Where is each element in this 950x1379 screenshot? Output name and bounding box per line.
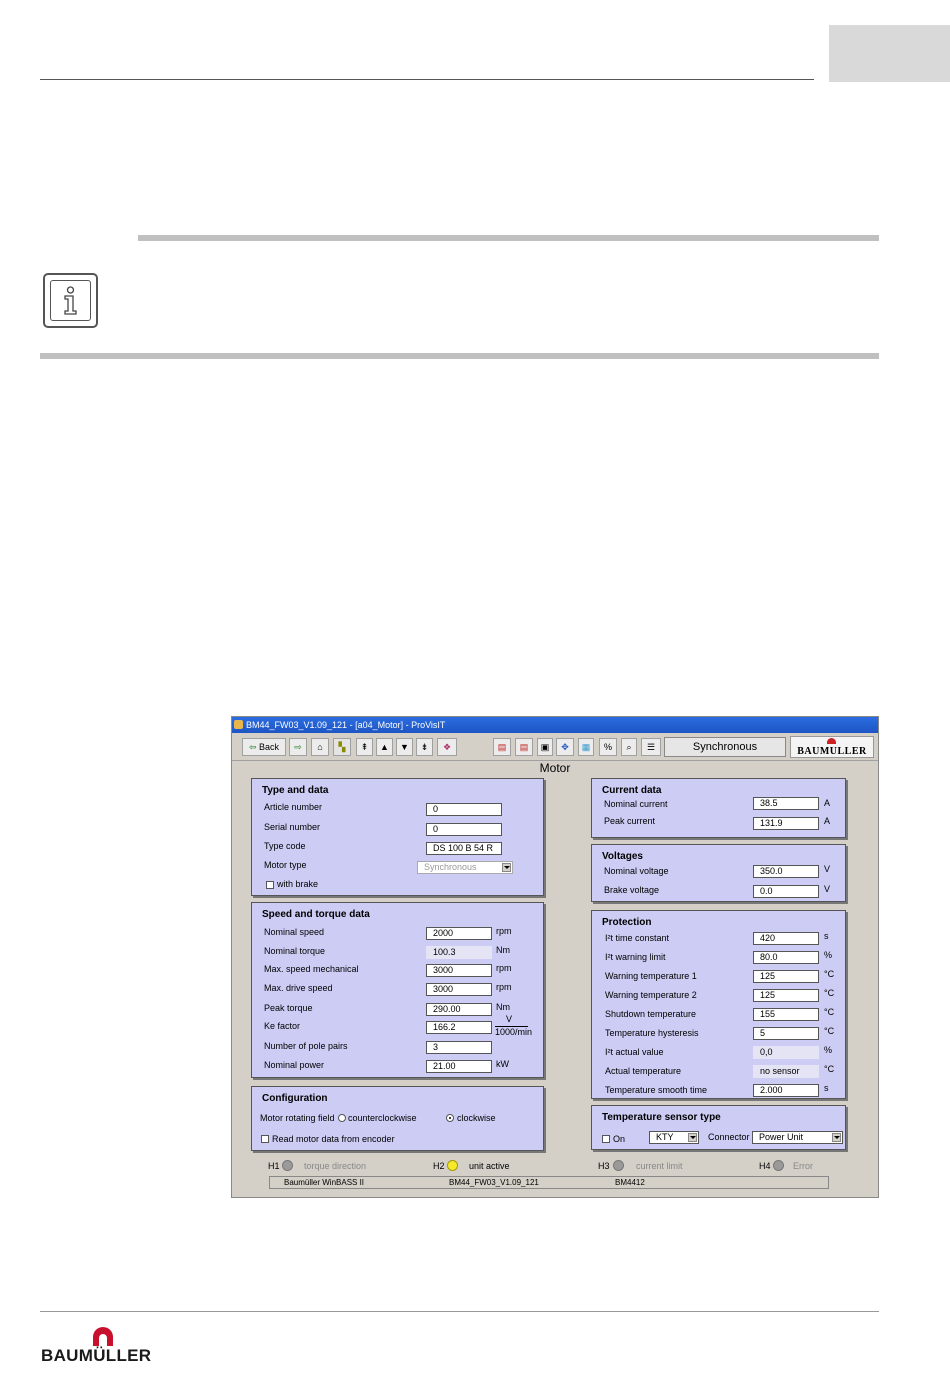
connector-value: Power Unit <box>759 1132 804 1142</box>
protection-row-label: Shutdown temperature <box>605 1009 697 1019</box>
provisit-window <box>231 716 879 1198</box>
io-button[interactable] <box>556 738 574 756</box>
chevron-down-icon <box>688 1133 697 1142</box>
led-h4-indicator <box>773 1160 784 1171</box>
protection-row-label: I²t warning limit <box>605 952 666 962</box>
double-up-icon: ⇞ <box>360 742 369 752</box>
tree-icon: ▚ <box>338 742 346 752</box>
protection-row-label: I²t actual value <box>605 1047 664 1057</box>
unit-label: rpm <box>496 982 512 992</box>
protection-row-field[interactable]: 155 <box>753 1008 819 1021</box>
last-page-button[interactable] <box>416 738 433 756</box>
speed-row-field[interactable]: 166.2 <box>426 1021 492 1034</box>
panel-title: Voltages <box>602 851 643 862</box>
window-titlebar <box>232 717 878 733</box>
tree-button[interactable] <box>333 738 351 756</box>
rotating-field-label: Motor rotating field <box>260 1113 335 1123</box>
unit-label: Nm <box>496 945 510 955</box>
counterclockwise-label: counterclockwise <box>348 1113 417 1123</box>
device-icon: ▣ <box>540 742 550 752</box>
speed-row-field[interactable]: 2000 <box>426 927 492 940</box>
panel-icon: ▤ <box>519 742 529 752</box>
unit-label: s <box>824 931 829 941</box>
read-encoder-label: Read motor data from encoder <box>272 1134 395 1144</box>
connector-label: Connector <box>708 1132 750 1142</box>
toolbar-logo: BAUMULLER <box>790 736 874 758</box>
temp-sensor-panel <box>591 1105 846 1150</box>
percent-icon: % <box>603 742 612 752</box>
form-title: Motor <box>539 761 571 775</box>
info-icon <box>43 273 98 328</box>
sensor-on-label: On <box>613 1134 626 1144</box>
protection-row-field[interactable]: 2.000 <box>753 1084 819 1097</box>
unit-label: kW <box>496 1059 509 1069</box>
triangle-down-icon: ▼ <box>400 742 409 752</box>
panel-title: Protection <box>602 917 652 928</box>
sensor-type-value: KTY <box>656 1132 674 1142</box>
brake-voltage-label: Brake voltage <box>604 885 660 895</box>
nominal-current-field[interactable]: 38.5 <box>753 797 819 810</box>
speed-torque-panel <box>251 902 544 1078</box>
device-button[interactable] <box>537 738 553 756</box>
note-top-rule <box>138 235 879 241</box>
stack-icon: ☰ <box>646 742 656 752</box>
note-bottom-rule <box>40 353 879 359</box>
panel-title: Temperature sensor type <box>602 1112 721 1123</box>
motor-type-value: Synchronous <box>424 862 477 872</box>
protection-row-field[interactable]: 125 <box>753 970 819 983</box>
protection-row-field[interactable]: 5 <box>753 1027 819 1040</box>
page-down-button[interactable] <box>396 738 413 756</box>
unit-denominator: 1000/min <box>495 1027 533 1037</box>
footer-logo-text: BAUMÜLLER <box>41 1346 152 1365</box>
type-and-data-panel <box>251 778 544 896</box>
led-h2-id: H2 <box>433 1161 445 1171</box>
chevron-down-icon <box>832 1133 841 1142</box>
led-h1-label: torque direction <box>304 1161 367 1171</box>
baumuller-logo-mark <box>827 738 836 744</box>
unit-label: V <box>824 884 831 894</box>
status-bar <box>269 1176 829 1189</box>
protection-row-field: 0,0 <box>753 1046 819 1059</box>
speed-row-field[interactable]: 21.00 <box>426 1060 492 1073</box>
panel-icon: ▤ <box>497 742 507 752</box>
counterclockwise-radio[interactable] <box>338 1114 346 1122</box>
unit-label: °C <box>824 1026 835 1036</box>
speed-row-label: Nominal torque <box>264 946 326 956</box>
article-number-label: Article number <box>264 802 323 812</box>
baumuller-logo-mark <box>91 1326 115 1346</box>
led-h4-id: H4 <box>759 1161 771 1171</box>
protection-row-label: Temperature smooth time <box>605 1085 708 1095</box>
speed-row-label: Max. speed mechanical <box>264 964 359 974</box>
with-brake-checkbox[interactable] <box>266 881 274 889</box>
scale-button[interactable] <box>599 738 617 756</box>
nominal-voltage-field[interactable]: 350.0 <box>753 865 819 878</box>
unit-label: A <box>824 798 831 808</box>
speed-row-label: Max. drive speed <box>264 983 333 993</box>
sensor-on-checkbox[interactable] <box>602 1135 610 1143</box>
led-h2-label: unit active <box>469 1161 510 1171</box>
zoom-icon: ⌕ <box>626 742 632 752</box>
protection-row-label: I²t time constant <box>605 933 670 943</box>
serial-number-label: Serial number <box>264 822 321 832</box>
type-code-label: Type code <box>264 841 306 851</box>
protection-row-label: Actual temperature <box>605 1066 682 1076</box>
unit-label: A <box>824 816 831 826</box>
panel-title: Type and data <box>262 785 329 796</box>
motor-type-select[interactable] <box>417 861 513 874</box>
unit-label: Nm <box>496 1002 510 1012</box>
forward-button[interactable] <box>289 738 307 756</box>
motor-type-label: Motor type <box>264 860 307 870</box>
home-icon: ⌂ <box>317 742 323 752</box>
unit-label: °C <box>824 969 835 979</box>
synchronous-button[interactable]: Synchronous <box>664 737 786 757</box>
led-h3-label: current limit <box>636 1161 683 1171</box>
speed-row-label: Nominal speed <box>264 927 325 937</box>
brake-voltage-field[interactable]: 0.0 <box>753 885 819 898</box>
speed-row-label: Ke factor <box>264 1021 301 1031</box>
peak-current-label: Peak current <box>604 816 656 826</box>
unit-numerator: V <box>506 1014 513 1024</box>
speed-row-label: Nominal power <box>264 1060 325 1070</box>
arrow-left-icon: ⇦ <box>248 742 257 752</box>
panel-title: Current data <box>602 785 662 796</box>
connector-select[interactable] <box>752 1131 843 1144</box>
chapter-tab <box>829 25 950 82</box>
led-h4-label: Error <box>793 1161 813 1171</box>
led-h1-indicator <box>282 1160 293 1171</box>
protection-row-label: Warning temperature 2 <box>605 990 697 1000</box>
protection-row-field[interactable]: 125 <box>753 989 819 1002</box>
unit-label: °C <box>824 988 835 998</box>
double-down-icon: ⇟ <box>420 742 429 752</box>
with-brake-label: with brake <box>277 879 319 889</box>
protection-row-label: Warning temperature 1 <box>605 971 697 981</box>
first-page-button[interactable] <box>356 738 373 756</box>
unit-label: °C <box>824 1064 835 1074</box>
unit-label: % <box>824 950 833 960</box>
stack-button[interactable] <box>641 738 661 756</box>
protection-row-label: Temperature hysteresis <box>605 1028 699 1038</box>
status-app: Baumüller WinBASS II <box>284 1178 365 1187</box>
sensor-type-select[interactable] <box>649 1131 699 1144</box>
unit-label: rpm <box>496 926 512 936</box>
panel-button-2[interactable] <box>515 738 533 756</box>
protection-row-field[interactable]: 80.0 <box>753 951 819 964</box>
unit-label: s <box>824 1083 829 1093</box>
panel-button-1[interactable] <box>493 738 511 756</box>
zoom-button[interactable] <box>621 738 637 756</box>
status-project: BM44_FW03_V1.09_121 <box>449 1178 539 1187</box>
type-code-field[interactable]: DS 100 B 54 R <box>426 842 502 855</box>
speed-row-field[interactable]: 290.00 <box>426 1003 492 1016</box>
speed-row-label: Number of pole pairs <box>264 1041 348 1051</box>
protection-panel <box>591 910 846 1099</box>
status-device: BM4412 <box>615 1178 645 1187</box>
unit-label: % <box>824 1045 833 1055</box>
page-up-button[interactable] <box>376 738 393 756</box>
app-icon <box>234 720 243 729</box>
home-button[interactable] <box>311 738 329 756</box>
io-icon: ✥ <box>561 742 569 752</box>
grid-button[interactable] <box>578 738 594 756</box>
toolbar <box>232 734 878 761</box>
panel-title: Configuration <box>262 1093 328 1104</box>
protection-row-field: no sensor <box>753 1065 819 1078</box>
unit-label: rpm <box>496 963 512 973</box>
article-number-field[interactable]: 0 <box>426 803 502 816</box>
nominal-voltage-label: Nominal voltage <box>604 866 669 876</box>
unit-label: °C <box>824 1007 835 1017</box>
peak-current-field[interactable]: 131.9 <box>753 817 819 830</box>
configuration-panel <box>251 1086 544 1151</box>
book-icon: ❖ <box>442 742 452 752</box>
speed-row-field[interactable]: 3 <box>426 1041 492 1054</box>
led-h1-id: H1 <box>268 1161 280 1171</box>
clockwise-radio[interactable] <box>446 1114 454 1122</box>
clockwise-label: clockwise <box>457 1113 496 1123</box>
chevron-down-icon <box>502 863 511 872</box>
protection-row-field[interactable]: 420 <box>753 932 819 945</box>
led-h2-indicator <box>447 1160 458 1171</box>
speed-row-label: Peak torque <box>264 1003 313 1013</box>
header-rule <box>40 79 814 80</box>
nominal-current-label: Nominal current <box>604 799 668 809</box>
grid-icon: ▦ <box>581 742 591 752</box>
triangle-up-icon: ▲ <box>380 742 389 752</box>
led-h3-id: H3 <box>598 1161 610 1171</box>
voltages-panel <box>591 844 846 902</box>
window-title: BM44_FW03_V1.09_121 - [a04_Motor] - ProVisIT <box>246 720 446 730</box>
serial-number-field[interactable]: 0 <box>426 823 502 836</box>
book-button[interactable] <box>437 738 457 756</box>
panel-title: Speed and torque data <box>262 909 370 920</box>
speed-row-field[interactable]: 3000 <box>426 964 492 977</box>
unit-label: V <box>824 864 831 874</box>
led-h3-indicator <box>613 1160 624 1171</box>
baumuller-logo <box>41 1326 166 1366</box>
back-button[interactable]: ⇦ Back <box>242 738 286 756</box>
footer-rule <box>40 1311 879 1312</box>
speed-row-field: 100.3 <box>426 946 492 959</box>
arrow-right-icon: ⇨ <box>294 742 302 752</box>
current-data-panel <box>591 778 846 838</box>
read-encoder-checkbox[interactable] <box>261 1135 269 1143</box>
speed-row-field[interactable]: 3000 <box>426 983 492 996</box>
